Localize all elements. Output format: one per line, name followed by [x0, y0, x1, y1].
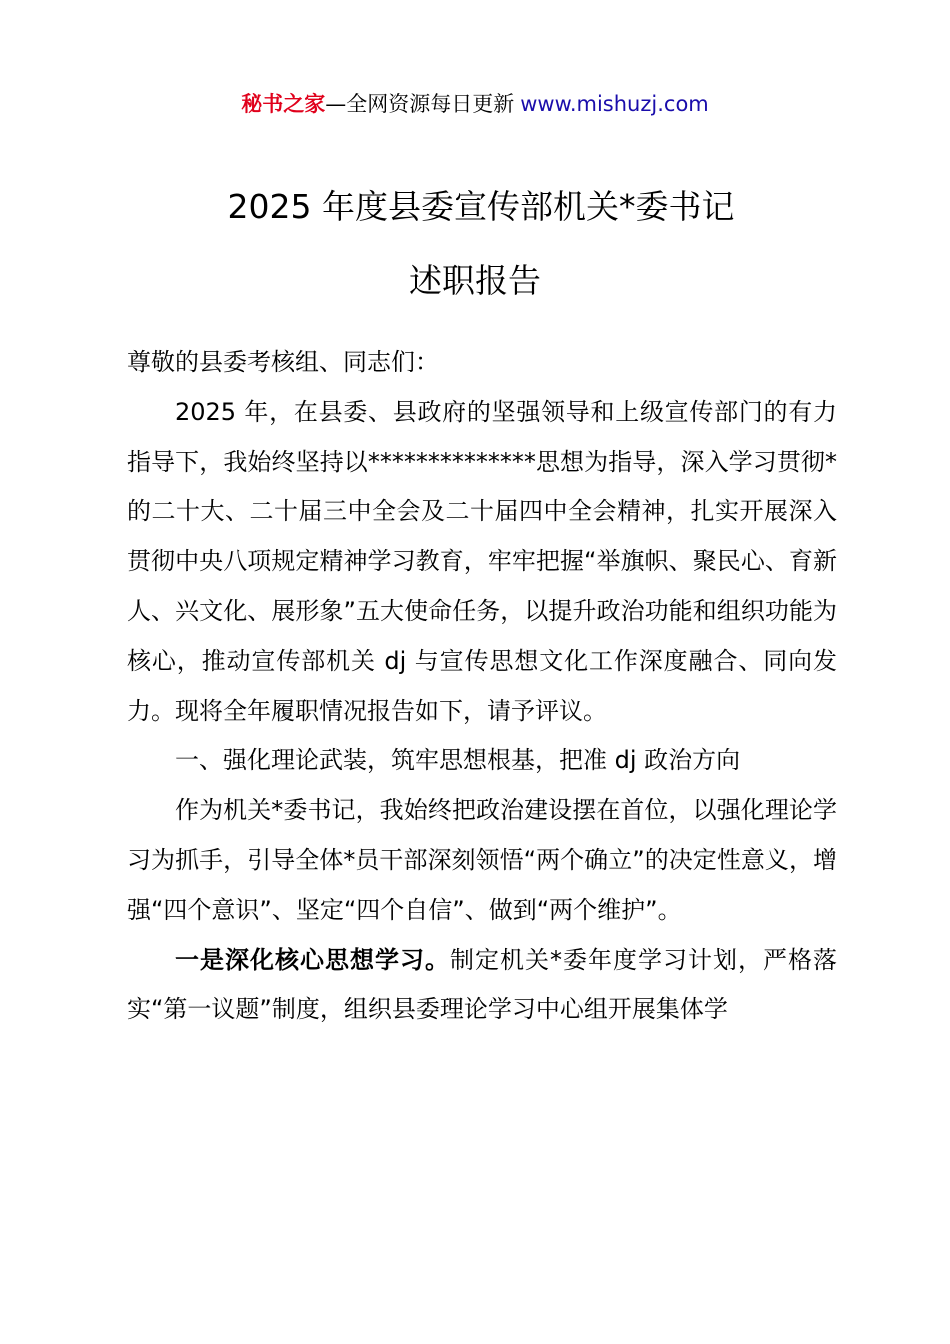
site-url-link[interactable]: www.mishuzj.com [520, 92, 709, 116]
site-tagline: —全网资源每日更新 [325, 92, 515, 116]
intro-paragraph: 2025 年，在县委、县政府的坚强领导和上级宣传部门的有力指导下，我始终坚持以**************思想为指导，深入学习贯彻*的二十大、二十届三中全会及二十届四中全会精神，扎实开展深入贯彻中央八项规定精神学习教育，牢牢把握“举旗帜、聚民心、育新人、兴文化、展形象”五大使命任务，以提升政治功能和组织功能为核心，推动宣传部机关 dj 与宣传思想文化工作深度融合、同向发力。现将全年履职情况报告如下，请予评议。 [127, 397, 837, 725]
point-1-paragraph [127, 936, 837, 1036]
section-1-paragraph: 作为机关*委书记，我始终把政治建设摆在首位，以强化理论学习为抓手，引导全体*员干部深刻领悟“两个确立”的决定性意义，增强“四个意识”、坚定“四个自信”、做到“两个维护”。 [127, 796, 837, 924]
site-header [0, 88, 950, 120]
salutation: 尊敬的县委考核组、同志们： [127, 348, 439, 376]
point-1-lead: 一是深化核心思想学习。 [175, 945, 450, 974]
document-title-line-1: 2025 年度县委宣传部机关*委书记 [227, 187, 735, 226]
point-1-text: 制定机关*委年度学习计划，严格落实“第一议题”制度，组织县委理论学习中心组开展集体学 [127, 945, 837, 1024]
site-brand: 秘书之家 [241, 92, 326, 116]
document-title-line-2: 述职报告 [409, 261, 541, 300]
document-body [127, 338, 837, 1035]
section-1-heading: 一、强化理论武装，筑牢思想根基，把准 dj 政治方向 [175, 746, 741, 775]
